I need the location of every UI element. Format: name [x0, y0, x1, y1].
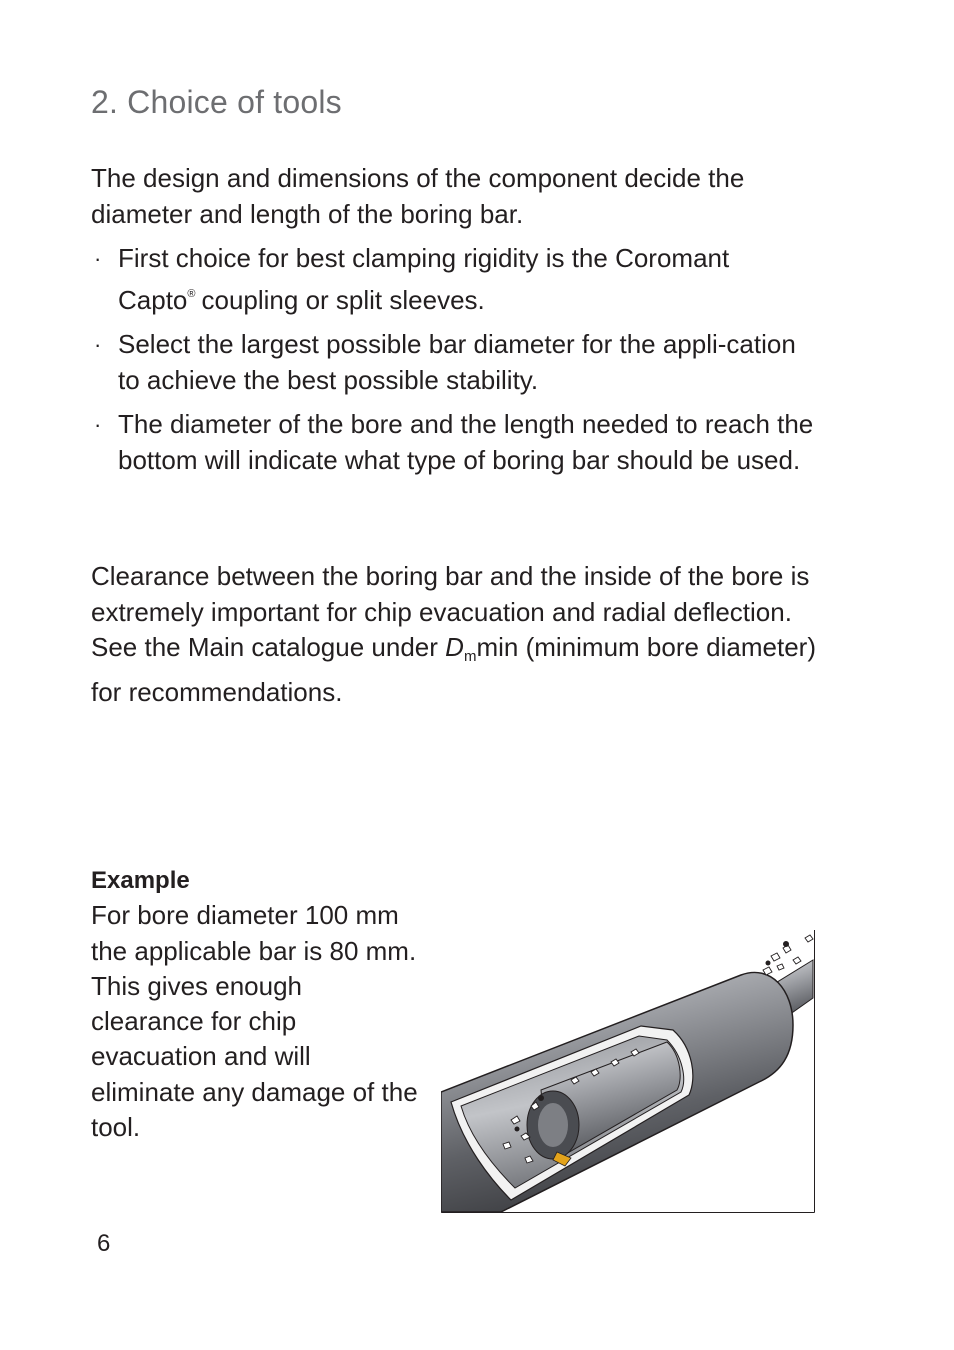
boring-bar-illustration [441, 930, 815, 1213]
dm-suffix: min [476, 632, 519, 662]
list-item [91, 327, 821, 398]
bullet-symbol: · [94, 246, 102, 271]
list-item [91, 241, 821, 318]
clearance-text-end: (minimum bore diameter) for recommendations. [91, 632, 816, 707]
boring-bar-in-bore-illustration-icon [441, 930, 815, 1213]
recommendation-list [91, 241, 821, 487]
bullet-text: coupling or split sleeves. [201, 284, 485, 315]
dm-subscript: m [463, 648, 477, 665]
bullet-text: First choice for best clamping rigidity is the Coromant Capto [118, 243, 730, 315]
bullet-text: The diameter of the bore and the length needed to reach the bottom will indicate what type of boring bar should be used. [118, 409, 814, 475]
dm-symbol: D [445, 632, 464, 662]
page-title: 2. Choice of tools [91, 84, 342, 120]
clearance-paragraph [91, 559, 821, 710]
bullet-symbol: · [94, 412, 102, 437]
example-title: Example [91, 867, 190, 894]
intro-paragraph: The design and dimensions of the component decide the diameter and length of the boring bar. [91, 163, 745, 229]
registered-mark: ® [187, 287, 196, 300]
list-item [91, 407, 821, 478]
example-block [91, 863, 421, 1145]
page-number: 6 [97, 1230, 111, 1257]
bullet-text: Select the largest possible bar diameter for the appli-cation to achieve the best possible stability. [118, 329, 796, 395]
bullet-symbol: · [94, 332, 102, 357]
example-body: For bore diameter 100 mm the applicable bar is 80 mm. This gives enough clearance for chip evacuation and will eliminate any damage of the tool. [91, 900, 418, 1143]
clearance-text: Clearance between the boring bar and the inside of the bore is extremely important for chip evacuation and radial deflection. See the Main catalogue under [91, 561, 810, 662]
